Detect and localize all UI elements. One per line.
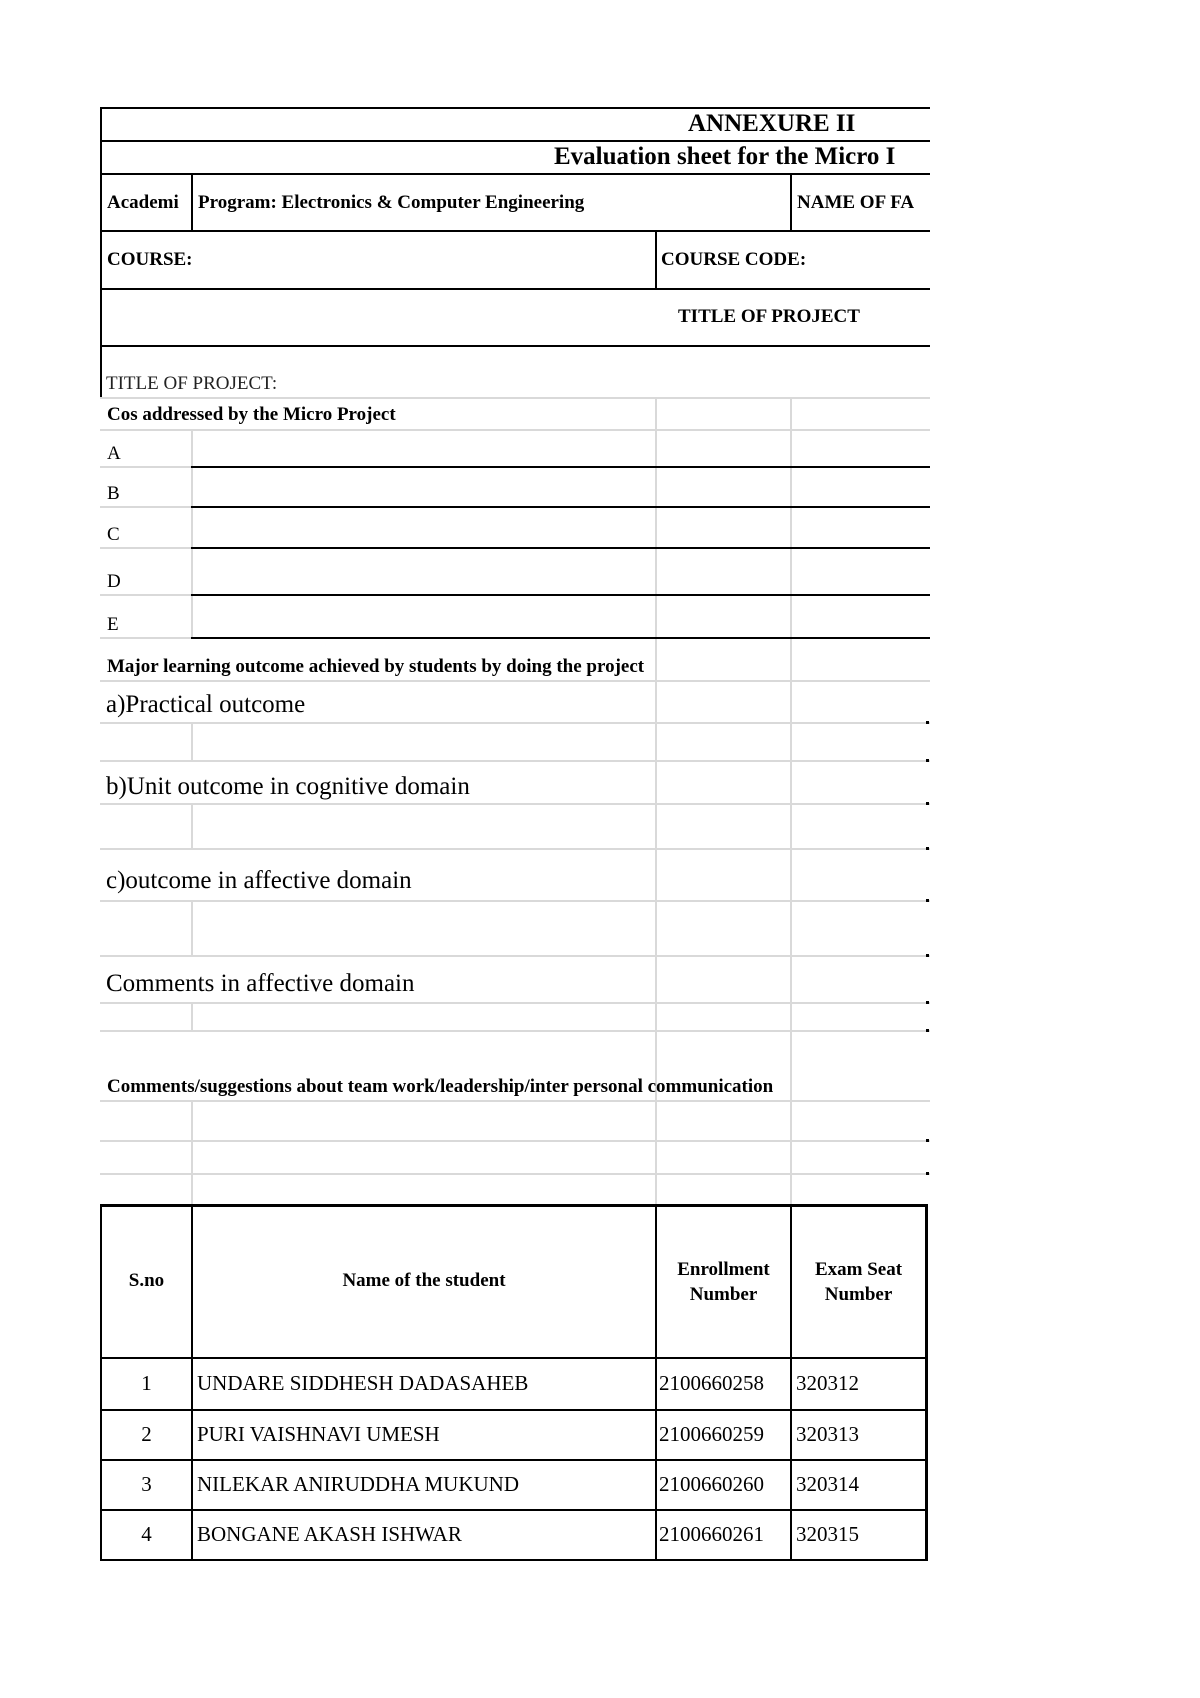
table-row-2-name: PURI VAISHNAVI UMESH	[197, 1422, 440, 1446]
annexure-heading: ANNEXURE II	[688, 110, 856, 137]
practical-outcome-label: a)Practical outcome	[106, 691, 306, 718]
evaluation-title: Evaluation sheet for the Micro I	[554, 143, 896, 170]
table-row-2-sno: 2	[141, 1422, 152, 1446]
table-row-4-name: BONGANE AKASH ISHWAR	[197, 1522, 462, 1546]
table-row-2-enrollment: 2100660259	[659, 1422, 764, 1446]
program-label: Program: Electronics & Computer Engineering	[198, 192, 585, 213]
table-header-enrollment: Enrollment Number	[677, 1259, 770, 1305]
table-row-1-seat: 320312	[796, 1371, 859, 1395]
table-header-name: Name of the student	[342, 1270, 506, 1291]
co-item-b: B	[107, 483, 120, 504]
table-row-4-enrollment: 2100660261	[659, 1522, 764, 1546]
cognitive-outcome-label: b)Unit outcome in cognitive domain	[106, 773, 470, 800]
table-header-exam-seat: Exam Seat Number	[814, 1259, 903, 1305]
course-label: COURSE:	[107, 249, 193, 270]
affective-outcome-label: c)outcome in affective domain	[106, 867, 412, 894]
table-row-4-sno: 4	[141, 1522, 152, 1546]
co-item-a: A	[107, 443, 121, 464]
academic-label: Academi	[107, 192, 179, 213]
table-row-1-enrollment: 2100660258	[659, 1371, 764, 1395]
table-row-3-enrollment: 2100660260	[659, 1472, 764, 1496]
co-item-e: E	[107, 614, 119, 635]
table-row-3-sno: 3	[141, 1472, 152, 1496]
co-item-c: C	[107, 524, 120, 545]
faculty-label: NAME OF FA	[797, 192, 915, 213]
table-row-4-seat: 320315	[796, 1522, 859, 1546]
title-of-project-label: TITLE OF PROJECT:	[106, 373, 278, 394]
table-row-1-name: UNDARE SIDDHESH DADASAHEB	[197, 1371, 529, 1395]
table-header-sno: S.no	[128, 1270, 165, 1291]
table-row-3-name: NILEKAR ANIRUDDHA MUKUND	[197, 1472, 519, 1496]
table-row-3-seat: 320314	[796, 1472, 859, 1496]
cos-heading: Cos addressed by the Micro Project	[107, 404, 396, 425]
table-row-1-sno: 1	[141, 1371, 152, 1395]
title-of-project-heading: TITLE OF PROJECT	[678, 306, 860, 327]
co-item-d: D	[107, 571, 121, 592]
table-row-2-seat: 320313	[796, 1422, 859, 1446]
learning-outcome-heading: Major learning outcome achieved by students by doing the project	[107, 656, 645, 677]
comments-affective-label: Comments in affective domain	[106, 970, 415, 997]
comments-team-label: Comments/suggestions about team work/leadership/inter personal communication	[107, 1076, 774, 1097]
course-code-label: COURSE CODE:	[661, 249, 807, 270]
